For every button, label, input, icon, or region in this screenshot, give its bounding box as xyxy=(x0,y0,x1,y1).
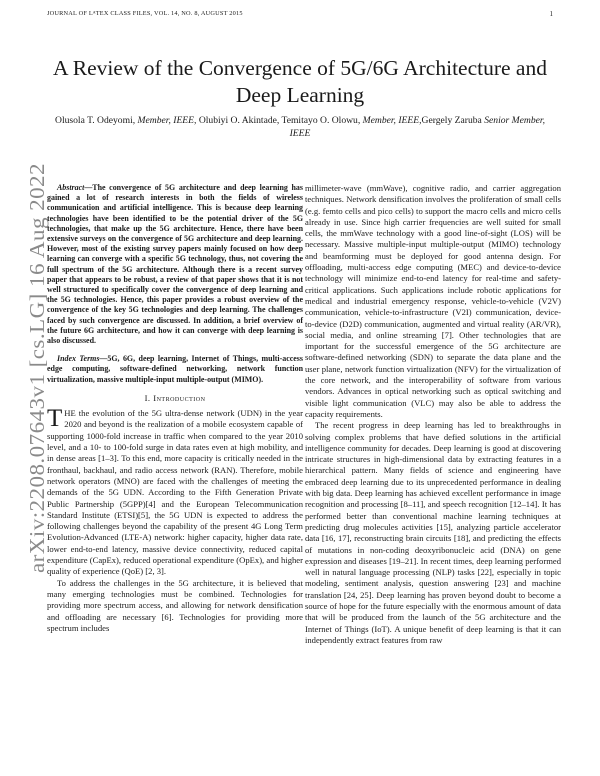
section-title: Introduction xyxy=(153,392,206,403)
left-column xyxy=(47,183,303,634)
intro-paragraph-2-continued: millimeter-wave (mmWave), cognitive radio, and carrier aggregation techniques. Network densification involves the proliferation of small cells (e.g. femto cells and pico cells) to support the macro cells and micro cells already in use. Since high carrier frequencies are well suited for small cells, the mmWave technology with a good line-of-sight (LOS) will be necessary. Massive multiple-input multiple-output (MIMO) technology and beamforming must be deployed for good antenna design. For offloading, multi-access edge computing (MEC) and device-to-device technology will minimize end-to-end latency for real-time and safety-critical applications. Such applications include robotic applications for medical and industrial emergency response, vehicle-to-vehicle (V2V) communication, vehicle-to-infrastructure (V2I) communication, device-to-device (D2D) communication, augmented and virtual reality (AR/VR), social media, and online streaming [7]. Other technologies that are important for the successful emergence of the 5G architecture are software-defined networking (SDN) to separate the data plane and the user plane, network function virtualization (NFV) for the virtualization of the core network, and the interoperability of software from various vendors. Advances in optical networking such as optical switching and visible light communication (VLC) may also be able to address the capacity requirements. xyxy=(305,183,561,419)
abstract-lead: Abstract xyxy=(57,183,85,192)
author-role-2: Member, IEEE, xyxy=(362,115,422,126)
intro-paragraph-2: To address the challenges in the 5G architecture, it is believed that many emerging technologies must be combined. Technologies for providing more spectrum access, and allowing for network densification and offloading are necessary [6]. Technologies for providing more spectrum includes xyxy=(47,577,303,633)
author-role-1: Member, IEEE, xyxy=(137,115,197,126)
page-number: 1 xyxy=(549,10,553,18)
right-column xyxy=(305,183,561,646)
intro-paragraph-3: The recent progress in deep learning has led to breakthroughs in solving complex problems that have defied solutions in the artificial intelligence community for decades. Deep learning is good at discovering intricate structures in high-dimensional data by extracting features in a hierarchical pattern. Many fields of science and engineering have embraced deep learning due to its unprecedented performance in dealing with big data. Deep learning has achieved excellent performance in image recognition and processing [8–11], and speech recognition [12–14]. It has performed better than conventional machine learning techniques at predicting drug molecules activities [15], analyzing particle accelerator data [16, 17], reconstructing brain circuits [18], and predicting the effects of mutations in non-coding deoxyribonucleic acid (DNA) on gene expression and diseases [19–21]. In recent times, deep learning performed well in natural language processing (NLP) tasks [22], especially in topic modeling, sentiment analysis, question answering [23] and machine translation [24, 25]. Deep learning has proven beyond doubt to become a source of hope for the future especially with the enormous amount of data that will be produced from the launch of the 5G architecture and the Internet of Things (IoT). A unique benefit of deep learning is that it can independently extract features from raw xyxy=(305,420,561,645)
abstract xyxy=(47,183,303,346)
paper-title: A Review of the Convergence of 5G/6G Architecture and Deep Learning xyxy=(53,56,547,107)
author-list xyxy=(47,114,553,140)
intro-paragraph-1 xyxy=(47,405,303,577)
author-names-2: Olubiyi O. Akintade, Temitayo O. Olowu, xyxy=(196,115,363,126)
index-terms xyxy=(47,354,303,385)
dropcap: T xyxy=(47,405,63,433)
author-names-1: Olusola T. Odeyomi, xyxy=(55,115,138,126)
arxiv-stamp-text: arXiv:2208.07643v1 [cs.LG] 16 Aug 2022 xyxy=(25,199,49,573)
intro-paragraph-1-text: the evolution of the 5G ultra-dense network (UDN) in the year 2020 and beyond is the realization of a mobile ecosystem capable of supporting 1000-fold increase in traffic when compared to the year 2010 level, and a 10- to 100-fold surge in data rates even at high mobility, and in dense areas [1–3]. To this end, more capacity is critically needed in the fronthaul, backhaul, and radio access network (RAN). Therefore, mobile network operators (MNO) are faced with the challenges of meeting the demands of the 5G UDN. According to the Fifth Generation Private Public Partnership (5GPP)[4] and the European Telecommunication Standard Institute (ETSI)[5], the 5G UDN is expected to address the following challenges beyond the capability of the present 4G Long Term Evolution-Advanced (LTE-A) network: higher capacity, higher data rate, lower end-to-end latency, massive device connectivity, reduced capital expenditure (CapEx), reduced operational expenditure (OpEx), and higher quality of experience (QoE) [2, 3]. xyxy=(47,408,303,577)
first-word-rest: HE xyxy=(64,408,76,419)
section-heading xyxy=(47,393,303,404)
section-number: I. xyxy=(144,392,151,403)
index-terms-lead: Index Terms xyxy=(57,354,100,364)
running-header: JOURNAL OF LᴬTEX CLASS FILES, VOL. 14, NO. 8, AUGUST 2015 xyxy=(47,10,243,17)
author-names-3: Gergely Zaruba xyxy=(421,115,485,126)
abstract-text: —The convergence of 5G architecture and deep learning has gained a lot of research interests in both the fields of wireless communication and artificial intelligence. This is because deep learning technologies have been identified to be the potential driver of the 5G technologies, that make up the 5G architecture. Hence, there have been extensive surveys on the convergence of 5G architecture and deep learning. However, most of the existing survey papers mainly focused on how deep learning can converge with a specific 5G technology, thus, not covering the full spectrum of the 5G architecture. Although there is a recent survey paper that appears to be robust, a review of that paper shows that it is not well structured to specifically cover the convergence of deep learning and the 5G technologies. Hence, this paper provides a robust overview of the convergence of the key 5G technologies and deep learning. The challenges faced by such convergence are discussed. In addition, a brief overview of the future 6G architecture, and how it can converge with deep learning is also discussed. xyxy=(47,183,303,346)
index-terms-text: —5G, 6G, deep learning, Internet of Things, multi-access edge computing, software-defined networking, network function virtualization, massive multiple-input multiple-output (MIMO). xyxy=(47,354,303,384)
author-role-3: Senior Member, IEEE xyxy=(289,115,545,139)
